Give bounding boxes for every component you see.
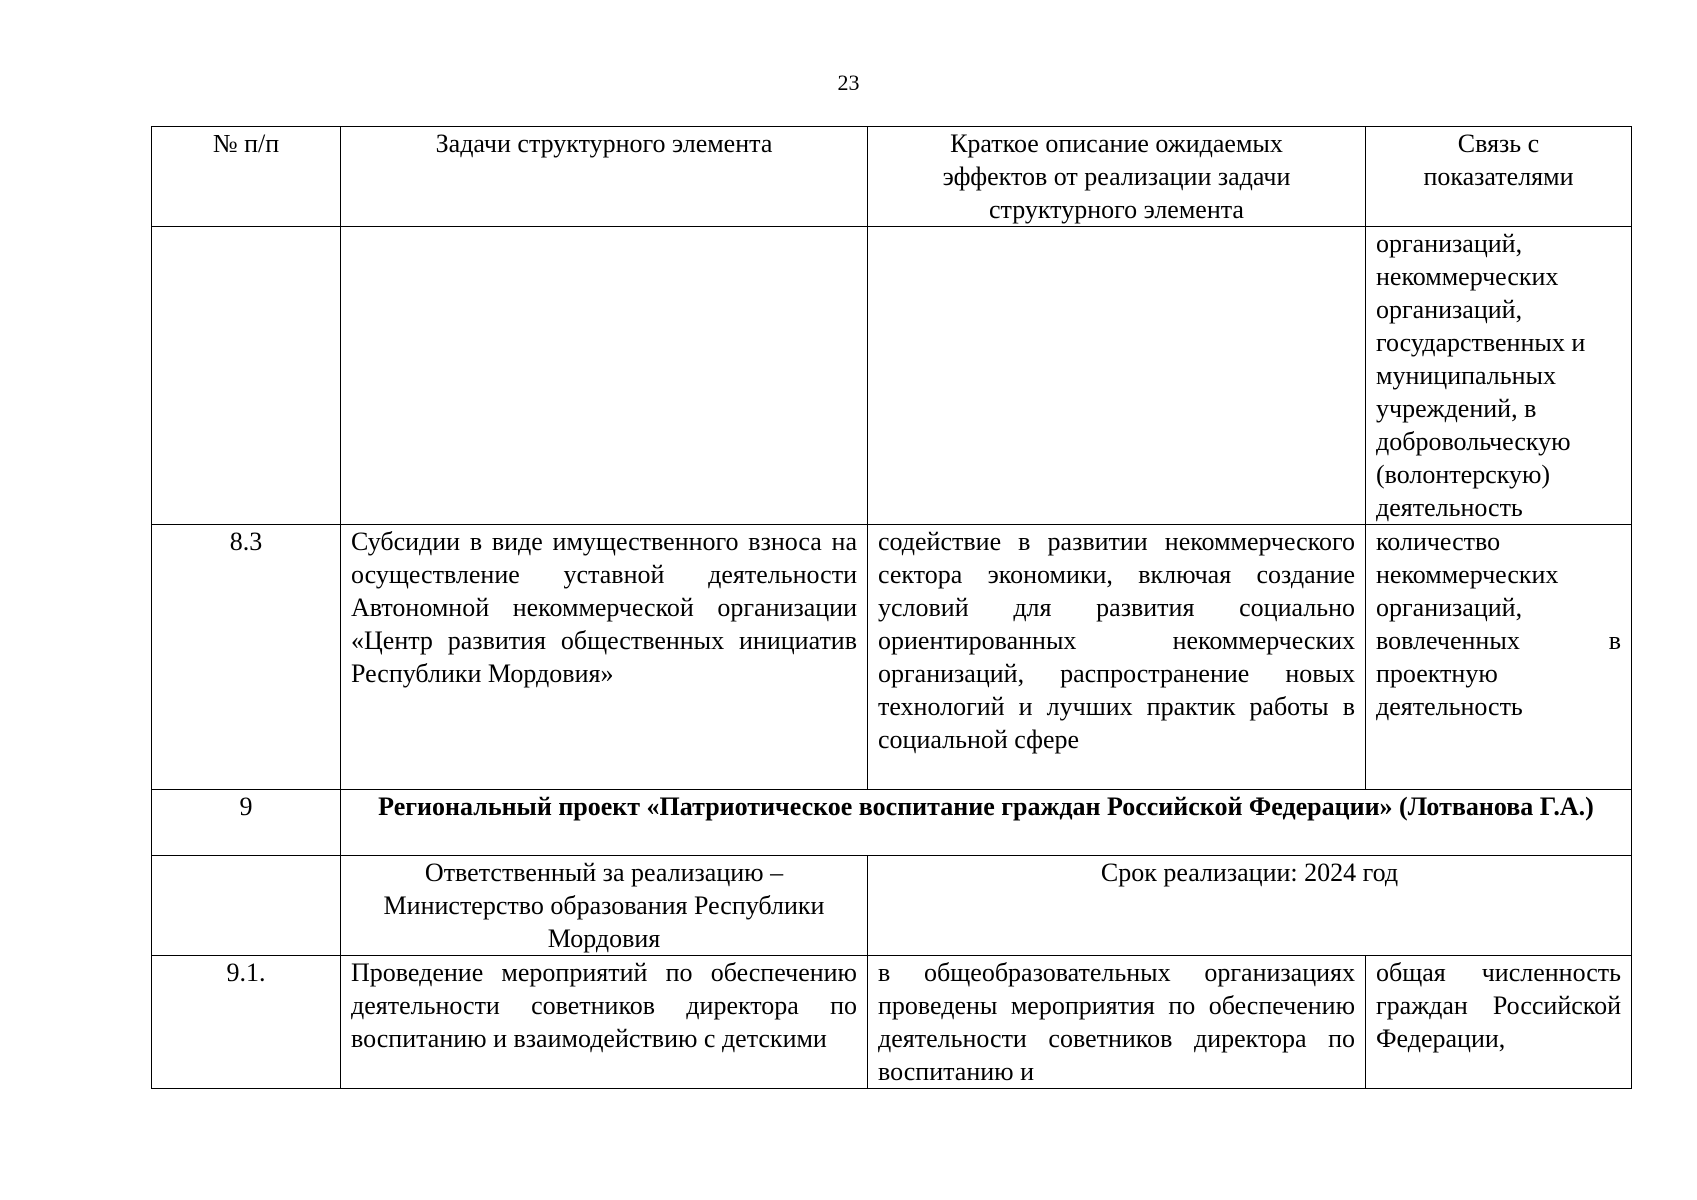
table-section-row <box>152 790 1632 856</box>
table-row <box>152 856 1632 956</box>
term-cell: Срок реализации: 2024 год <box>868 856 1632 956</box>
effect-cell: содействие в развитии некоммерческого сектора экономики, включая создание условий для развития социально ориентированных некоммерческих организаций, распространение новых технологий и лучших практик работы в социальной сфере <box>868 525 1366 790</box>
task-cell: Субсидии в виде имущественного взноса на осуществление уставной деятельности Автономной некоммерческой организации «Центр развития общественных инициатив Республики Мордовия» <box>341 525 868 790</box>
structural-elements-table <box>151 126 1632 1089</box>
cell-empty <box>152 227 341 525</box>
cell-link-continued: организаций, некоммерческих организаций, государственных и муниципальных учреждений, в добровольческую (волонтерскую) деятельность <box>1366 227 1632 525</box>
header-num: № п/п <box>152 127 341 227</box>
table-row <box>152 227 1632 525</box>
link-cell: общая численность граждан Российской Федерации, <box>1366 956 1632 1089</box>
row-number: 9 <box>152 790 341 856</box>
row-number: 9.1. <box>152 956 341 1089</box>
table-row <box>152 956 1632 1089</box>
cell-empty <box>341 227 868 525</box>
task-cell: Проведение мероприятий по обеспечению деятельности советников директора по воспитанию и взаимодействию с детскими <box>341 956 868 1089</box>
link-cell: количество некоммерческих организаций, вовлеченных в проектную деятельность <box>1366 525 1632 790</box>
cell-empty <box>152 856 341 956</box>
page-number: 23 <box>837 70 860 95</box>
header-effects: Краткое описание ожидаемых эффектов от реализации задачи структурного элемента <box>868 127 1366 227</box>
cell-empty <box>868 227 1366 525</box>
row-number: 8.3 <box>152 525 341 790</box>
responsible-cell: Ответственный за реализацию – Министерство образования Республики Мордовия <box>341 856 868 956</box>
header-tasks: Задачи структурного элемента <box>341 127 868 227</box>
header-link: Связь с показателями <box>1366 127 1632 227</box>
table-header-row <box>152 127 1632 227</box>
table-row <box>152 525 1632 790</box>
section-title: Региональный проект «Патриотическое воспитание граждан Российской Федерации» (Лотванова Г.А.) <box>341 790 1632 856</box>
effect-cell: в общеобразовательных организациях проведены мероприятия по обеспечению деятельности советников директора по воспитанию и <box>868 956 1366 1089</box>
